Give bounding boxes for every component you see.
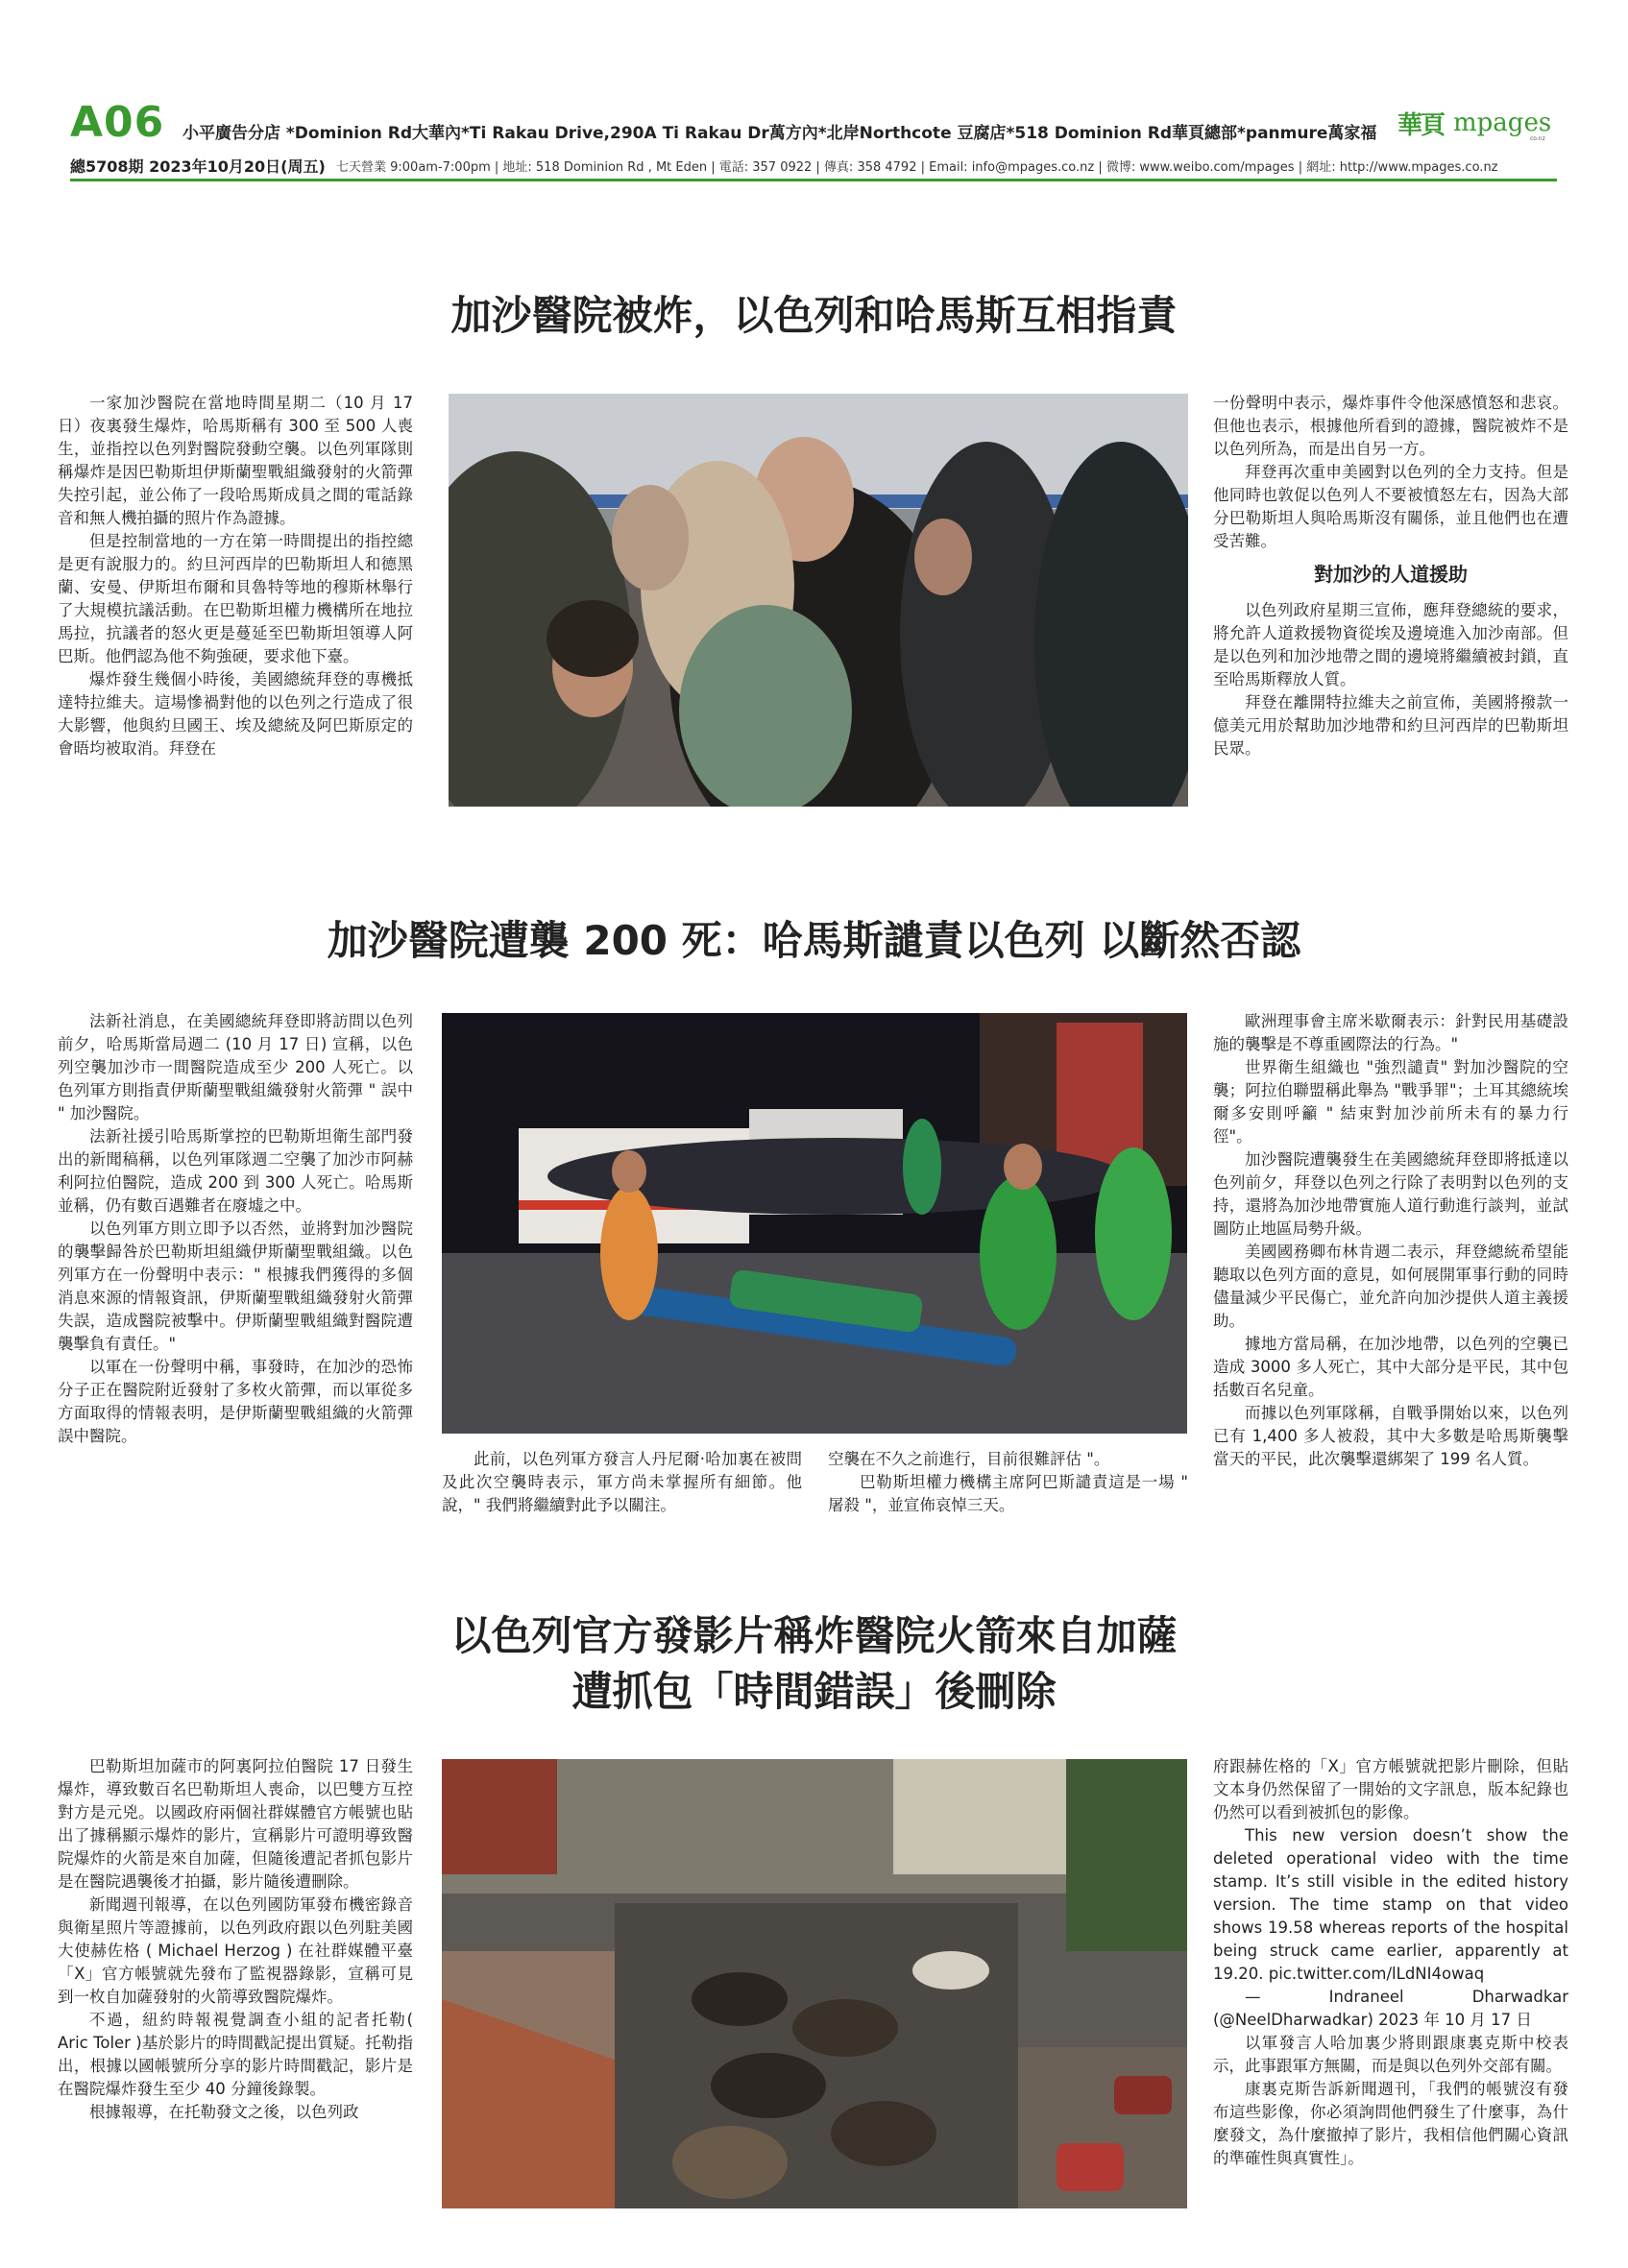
paragraph: 據地方當局稱，在加沙地帶，以色列的空襲已造成 3000 多人死亡，其中大部分是平民，其中包括數百名兒童。 [1213,1335,1568,1399]
paragraph: 但是控制當地的一方在第一時間提出的指控總是更有說服力的。約旦河西岸的巴勒斯坦人和德黑蘭、安曼、伊斯坦布爾和貝魯特等地的穆斯林舉行了大規模抗議活動。在巴勒斯坦權力機構所在地拉馬拉，抗議者的怒火更是蔓延至巴勒斯坦領導人阿巴斯。他們認為他不夠強硬，要求他下臺。 [58,532,413,665]
contact-info: 七天營業 9:00am-7:00pm | 地址: 518 Dominion Rd , Mt Eden | 電話: 357 0922 | 傳真: 358 4792 | Email: info@mpages.co.nz | 微博: www.weibo.com/mpages | 網址: http://www.mpages.co.nz [336,160,1498,175]
article2-left-column [58,1010,413,1448]
article1-right-column [1213,392,1568,760]
destroyed-cars-image [442,1759,1187,2208]
article1-left-column [58,392,413,760]
article3-headline-line2: 遭抓包「時間錯誤」後刪除 [571,1668,1057,1715]
paragraph: 新聞週刊報導，在以色列國防軍發布機密錄音與衛星照片等證據前，以色列政府跟以色列駐美國大使赫佐格 ( Michael Herzog ) 在社群媒體平臺「X」官方帳號就先發布了監視器錄影，宣稱可見到一枚自加薩發射的火箭導致醫院爆炸。 [58,1895,413,2006]
article1-headline: 加沙醫院被炸，以色列和哈馬斯互相指責 [450,292,1178,339]
paragraph: 法新社消息，在美國總統拜登即將訪問以色列前夕，哈馬斯當局週二 (10 月 17 日) 宣稱，以色列空襲加沙市一間醫院造成至少 200 人死亡。以色列軍方則指責伊斯蘭聖戰組織發射火箭彈 " 誤中 " 加沙醫院。 [58,1012,413,1122]
paragraph: 不過，紐約時報視覺調查小組的記者托勒( Aric Toler )基於影片的時間戳記提出質疑。托勒指出，根據以國帳號所分享的影片時間戳記，影片是在醫院爆炸發生至少 40 分鐘後錄製。 [58,2011,413,2098]
paragraph: 以軍在一份聲明中稱，事發時，在加沙的恐怖分子正在醫院附近發射了多枚火箭彈，而以軍從多方面取得的情報表明，是伊斯蘭聖戰組織的火箭彈誤中醫院。 [58,1358,413,1445]
paragraph: 世界衛生組織也 "強烈譴責" 對加沙醫院的空襲；阿拉伯聯盟稱此舉為 "戰爭罪"；土耳其總統埃爾多安則呼籲 " 結束對加沙前所未有的暴力行徑"。 [1213,1058,1568,1146]
paragraph: 根據報導，在托勒發文之後，以色列政 [89,2103,359,2121]
paragraph: — Indraneel Dharwadkar (@NeelDharwadkar) 2023 年 10 月 17 日 [1213,1988,1568,2029]
paragraph: 美國國務卿布林肯週二表示，拜登總統希望能聽取以色列方面的意見，如何展開軍事行動的同時儘量減少平民傷亡，並允許向加沙提供人道主義援助。 [1213,1243,1568,1330]
mpages-logo [1397,109,1556,147]
branch-list: 小平廣告分店 *Dominion Rd大華內*Ti Rakau Drive,290A Ti Rakau Dr萬方內*北岸Northcote 豆腐店*518 Dominion Rd華頁總部*panmure萬家福 [182,124,1377,143]
article3-photo [442,1759,1187,2208]
paragraph: 歐洲理事會主席米歇爾表示：針對民用基礎設施的襲擊是不尊重國際法的行為。" [1213,1012,1568,1053]
paragraph: 法新社援引哈馬斯掌控的巴勒斯坦衛生部門發出的新聞稿稱，以色列軍隊週二空襲了加沙市阿赫利阿拉伯醫院，造成 200 到 300 人死亡。哈馬斯並稱，仍有數百遇難者在廢墟之中。 [58,1127,413,1215]
article1-photo [449,394,1188,807]
article2-photo [442,1013,1187,1434]
paragraph: 此前，以色列軍方發言人丹尼爾·哈加裏在被問及此次空襲時表示，軍方尚未掌握所有細節。他說，" 我們將繼續對此予以關注。 [442,1450,802,1514]
paragraph: This new version doesn’t show the deleted operational video with the time stamp. It’s still visible in the edited history version. The time stamp on that video shows 19.58 whereas reports of the hospital being struck came earlier, apparently at 19.20. pic.twitter.com/lLdNI4owaq [1213,1826,1568,1983]
paragraph: 一家加沙醫院在當地時間星期二（10 月 17 日）夜裏發生爆炸，哈馬斯稱有 300 至 500 人喪生，並指控以色列對醫院發動空襲。以色列軍隊則稱爆炸是因巴勒斯坦伊斯蘭聖戰組織發射的火箭彈失控引起，並公佈了一段哈馬斯成員之間的電話錄音和無人機拍攝的照片作為證據。 [58,394,413,527]
paragraph: 加沙醫院遭襲發生在美國總統拜登即將抵達以色列前夕，拜登以色列之行除了表明對以色列的支持，還將為加沙地帶實施人道行動進行談判，並試圖防止地區局勢升級。 [1213,1150,1568,1238]
logo-han: 華頁 [1397,111,1445,140]
header-divider [70,179,1557,181]
article2-headline: 加沙醫院遭襲 200 死：哈馬斯譴責以色列 以斷然否認 [327,917,1301,964]
article2-center-left-column [442,1448,802,1517]
paragraph: 以色列政府星期三宣佈，應拜登總統的要求，將允許人道救援物資從埃及邊境進入加沙南部。但是以色列和加沙地帶之間的邊境將繼續被封鎖，直至哈馬斯釋放人質。 [1213,601,1568,688]
paragraph: 府跟赫佐格的「X」官方帳號就把影片刪除，但貼文本身仍然保留了一開始的文字訊息，版本紀錄也仍然可以看到被抓包的影像。 [1213,1757,1568,1822]
page-number: A06 [70,98,165,147]
paragraph: 以軍發言人哈加裏少將則跟康裏克斯中校表示，此事跟軍方無關，而是與以色列外交部有關。 [1213,2034,1568,2075]
paragraph: 而據以色列軍隊稱，自戰爭開始以來，以色列已有 1,400 多人被殺，其中大多數是哈馬斯襲擊當天的平民，此次襲擊還綁架了 199 名人質。 [1213,1404,1568,1468]
paragraph: 拜登再次重申美國對以色列的全力支持。但是他同時也敦促以色列人不要被憤怒左右，因為大部分巴勒斯坦人與哈馬斯沒有關係，並且他們也在遭受苦難。 [1213,463,1568,550]
subheading: 對加沙的人道援助 [1314,563,1468,586]
paragraph: 爆炸發生幾個小時後，美國總統拜登的專機抵達特拉維夫。這場慘禍對他的以色列之行造成了很大影響，他與約旦國王、埃及總統及阿巴斯原定的會晤均被取消。拜登在 [58,670,413,758]
paragraph: 一份聲明中表示，爆炸事件令他深感憤怒和悲哀。但他也表示，根據他所看到的證據，醫院被炸不是以色列所為，而是出自另一方。 [1213,394,1568,458]
paragraph: 康裏克斯告訴新聞週刊，「我們的帳號沒有發布這些影像，你必須詢問他們發生了什麼事，為什麼發文，為什麼撤掉了影片，我相信他們關心資訊的準確性與真實性」。 [1213,2080,1568,2167]
paragraph: 以色列軍方則立即予以否然，並將對加沙醫院的襲擊歸咎於巴勒斯坦組織伊斯蘭聖戰組織。以色列軍方在一份聲明中表示：" 根據我們獲得的多個消息來源的情報資訊，伊斯蘭聖戰組織發射火箭彈失誤，造成醫院被擊中。伊斯蘭聖戰組織對醫院遭襲擊負有責任。" [58,1219,413,1353]
logo-en: mpages [1453,109,1552,137]
article3-right-column [1213,1755,1568,2170]
article2-center-right-column [828,1448,1188,1517]
issue-date: 總5708期 2023年10月20日(周五) [70,157,326,176]
article3-left-column [58,1755,413,2124]
paragraph: 巴勒斯坦加薩市的阿裏阿拉伯醫院 17 日發生爆炸，導致數百名巴勒斯坦人喪命，以巴雙方互控對方是元兇。以國政府兩個社群媒體官方帳號也貼出了據稱顯示爆炸的影片，宣稱影片可證明導致醫院爆炸的火箭是來自加薩，但隨後遭記者抓包影片是在醫院遇襲後才拍攝，影片隨後遭刪除。 [58,1757,413,1891]
logo-tiny: co.nz [1530,135,1545,142]
paragraph: 巴勒斯坦權力機構主席阿巴斯譴責這是一場 " 屠殺 "，並宣佈哀悼三天。 [828,1473,1188,1514]
article2-right-column [1213,1010,1568,1471]
article3-headline-line1: 以色列官方發影片稱炸醫院火箭來自加薩 [450,1612,1178,1659]
grieving-women-image [449,394,1188,807]
paragraph: 空襲在不久之前進行，目前很難評估 "。 [828,1450,1110,1468]
paragraph: 拜登在離開特拉維夫之前宣佈，美國將撥款一億美元用於幫助加沙地帶和約旦河西岸的巴勒斯坦民眾。 [1213,693,1568,758]
stretcher-rescue-image [442,1013,1187,1434]
